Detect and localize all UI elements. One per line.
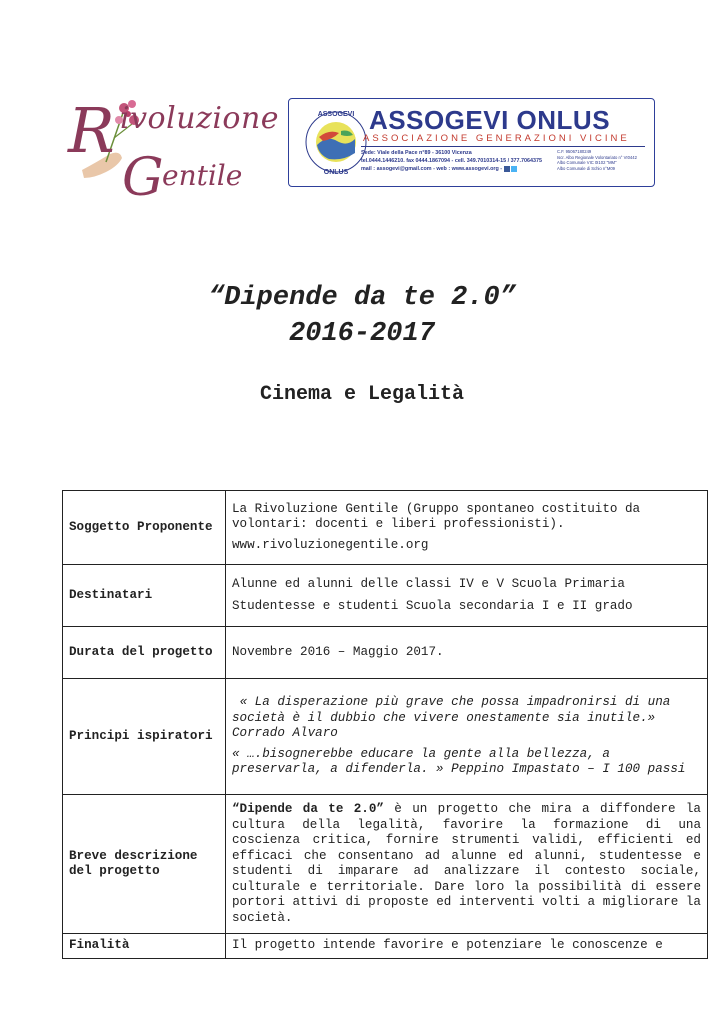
destinatari-line2: Studentesse e studenti Scuola secondaria I e II grado — [232, 598, 633, 613]
row-value-durata: Novembre 2016 – Maggio 2017. — [226, 627, 708, 679]
twitter-icon — [511, 166, 517, 172]
quote-impastato: « ….bisognerebbe educare la gente alla bellezza, a preservarla, a difenderla. » Peppino Impastato – I 100 passi — [232, 746, 686, 777]
row-label-descrizione: Breve descrizione del progetto — [63, 795, 226, 934]
descrizione-text: è un progetto che mira a diffondere la cultura della legalità, favorire la formazione di una coscienza critica, fornire strumenti validi, efficienti ed efficaci che consentano ad alunne ed alunni, studentesse e studenti di imparare ad analizzare il contesto sociale, culturale e territoriale. Dare loro la possibilità di essere portori attivi di proposte ed interventi volti a migliorare la società. — [232, 802, 701, 925]
document-subtitle: Cinema e Legalità — [259, 383, 465, 406]
assogevi-mail — [361, 165, 542, 173]
table-row — [63, 627, 708, 679]
soggetto-text: La Rivoluzione Gentile (Gruppo spontaneo costituito da volontari: docenti e liberi professionisti). — [232, 501, 641, 532]
document-years: 2016-2017 — [289, 319, 435, 349]
assogevi-address: Sede: Viale della Pace n°89 - 36100 Vicenza — [361, 150, 472, 156]
emblem-top-text: ASSOGEVI — [317, 111, 355, 118]
document-title: “Dipende da te 2.0” — [208, 283, 516, 313]
assogevi-contacts — [361, 149, 542, 174]
emblem-bottom-text: ONLUS — [323, 169, 349, 176]
row-label-destinatari: Destinatari — [63, 565, 226, 627]
assogevi-phones: tel.0444.1446210. fax 0444.1867094 - cell. 349.7010314-15 / 377.7064375 — [361, 158, 543, 165]
row-label-soggetto: Soggetto Proponente — [63, 491, 226, 565]
assogevi-name: ASSOGEVI ONLUS — [369, 105, 611, 135]
row-value-soggetto — [226, 491, 708, 565]
assogevi-registry — [557, 149, 637, 171]
soggetto-website: www.rivoluzionegentile.org — [232, 537, 429, 552]
table-row — [63, 795, 708, 934]
logo-letter-r: R — [68, 94, 115, 167]
assogevi-divider — [361, 146, 645, 147]
registry-line: Albo Comunale VIC 0I102 "MM" — [557, 160, 617, 166]
table-row — [63, 679, 708, 795]
project-table — [62, 490, 708, 959]
row-label-finalita: Finalità — [63, 934, 226, 959]
assogevi-mail-text: mail : assogevi@gmail.com - web : www.assogevi.org - — [361, 166, 503, 173]
logo-word-gentile: entile — [162, 159, 243, 192]
table-row — [63, 934, 708, 959]
facebook-icon — [504, 166, 510, 172]
registry-line: C.F. 95067180249 — [557, 149, 592, 154]
table-row — [63, 491, 708, 565]
table-row — [63, 565, 708, 627]
row-label-durata: Durata del progetto — [63, 627, 226, 679]
row-value-principi — [226, 679, 708, 795]
row-value-descrizione — [226, 795, 708, 934]
logo-word-rivoluzione: ivoluzione — [120, 101, 280, 136]
row-value-destinatari — [226, 565, 708, 627]
quote-alvaro: « La disperazione più grave che possa impadronirsi di una società è il dubbio che vivere onestamente sia inutile.» Corrado Alvaro — [232, 695, 678, 741]
assogevi-logo — [288, 98, 655, 187]
row-value-finalita: Il progetto intende favorire e potenziare le conoscenze e — [226, 934, 708, 959]
assogevi-subtitle: ASSOCIAZIONE GENERAZIONI VICINE — [363, 133, 630, 144]
logo-letter-g: G — [122, 148, 164, 208]
assogevi-emblem-icon — [303, 107, 369, 177]
project-name: “Dipende da te 2.0” — [232, 802, 384, 816]
rivoluzione-gentile-logo — [62, 92, 292, 216]
row-label-principi: Principi ispiratori — [63, 679, 226, 795]
registry-line: Albo Comunale di Schio n°M09 — [557, 165, 616, 171]
registry-line: Iscr. Albo Regionale Volontariato n° VI0442 — [557, 154, 637, 160]
destinatari-line1: Alunne ed alunni delle classi IV e V Scuola Primaria — [232, 577, 625, 591]
